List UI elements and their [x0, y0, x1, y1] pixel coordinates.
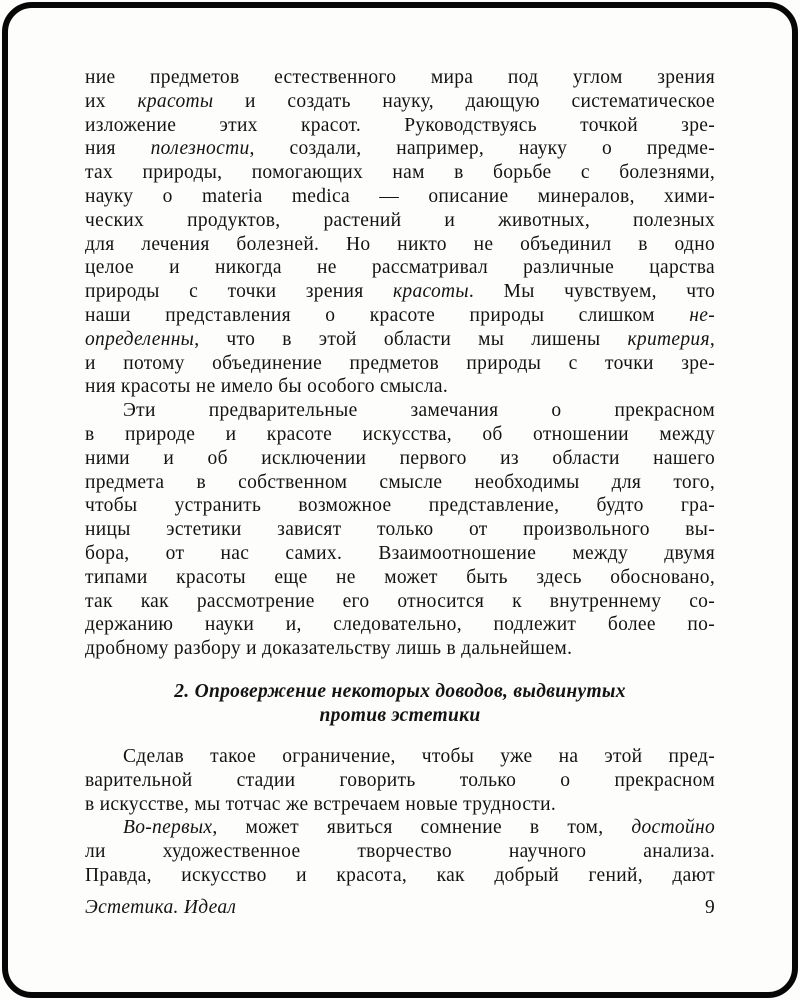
text-run: ния	[85, 138, 151, 160]
text-run: Сделав такое ограничение, чтобы уже на этой пред-	[123, 745, 715, 767]
text-line	[85, 637, 715, 661]
text-run: ли художественное творчество научного анализа.	[85, 841, 715, 863]
heading-line	[85, 680, 715, 704]
text-run: ческих продуктов, растений и животных, полезных	[85, 209, 715, 231]
text-run: предмета в собственном смысле необходимы для того,	[85, 471, 715, 493]
text-run: ние предметов естественного мира под углом зрения	[85, 67, 715, 88]
italic-text: красоты	[392, 281, 469, 303]
text-run: , может явиться сомнение в том,	[212, 817, 632, 839]
text-line	[85, 114, 715, 138]
page-content	[85, 66, 715, 940]
text-run: ними и об исключении первого из области нашего	[85, 447, 715, 469]
text-line	[85, 542, 715, 566]
text-run: целое и никогда не рассматривал различные царства	[85, 257, 715, 279]
text-run: науку о materia medica — описание минералов, хими-	[85, 185, 715, 207]
text-run: бора, от нас самих. Взаимоотношение между двумя	[85, 542, 715, 564]
text-line	[85, 185, 715, 209]
text-line	[85, 280, 715, 304]
text-run: и потому объединение предметов природы с точки зре-	[85, 352, 715, 374]
text-line	[85, 613, 715, 637]
text-run: чтобы устранить возможное представление, будто гра-	[85, 495, 715, 517]
italic-text: Во-первых	[123, 817, 213, 839]
text-run: 2. Опровержение некоторых доводов, выдвинутых	[174, 680, 626, 702]
text-line	[85, 471, 715, 495]
text-line	[85, 447, 715, 471]
running-title: Эстетика. Идеал	[85, 897, 237, 918]
text-run: и создать науку, дающую систематическое	[213, 90, 716, 112]
text-run: их	[85, 90, 138, 112]
text-run: для лечения болезней. Но никто не объединил в одно	[85, 233, 715, 255]
text-run: держанию науки и, следовательно, подлежит более по-	[85, 614, 715, 636]
text-line	[85, 864, 715, 888]
text-line	[85, 233, 715, 257]
text-line	[85, 494, 715, 518]
italic-text: полезности	[150, 138, 250, 160]
text-run: в искусстве, мы тотчас же встречаем новые трудности.	[85, 793, 557, 815]
page-number: 9	[704, 897, 715, 918]
italic-text: критерия	[627, 328, 710, 350]
text-run: тах природы, помогающих нам в борьбе с болезнями,	[85, 162, 715, 184]
text-line	[85, 66, 715, 90]
italic-text: достойно	[631, 817, 715, 839]
text-line	[85, 399, 715, 423]
text-line	[85, 352, 715, 376]
text-line	[85, 375, 715, 399]
paragraph	[85, 66, 715, 399]
text-run: варительной стадии говорить только о прекрасном	[85, 769, 715, 791]
text-line	[85, 816, 715, 840]
italic-text: красоты	[137, 90, 214, 112]
text-run: типами красоты еще не может быть здесь обосновано,	[85, 566, 715, 588]
text-run: дробному разбору и доказательству лишь в дальнейшем.	[85, 638, 573, 660]
text-run: изложение этих красот. Руководствуясь точкой зре-	[85, 114, 715, 136]
paragraph	[85, 399, 715, 661]
text-line	[85, 328, 715, 352]
text-run: наши представления о красоте природы слишком	[85, 304, 690, 326]
text-line	[85, 304, 715, 328]
text-run: Эти предварительные замечания о прекрасном	[123, 400, 715, 422]
text-run: ,	[709, 328, 715, 350]
page-footer	[85, 897, 715, 919]
text-run: природы с точки зрения	[85, 281, 393, 303]
text-run: ницы эстетики зависят только от произвольного вы-	[85, 519, 715, 541]
heading-line	[85, 704, 715, 728]
text-line	[85, 566, 715, 590]
text-line	[85, 745, 715, 769]
text-run: , что в этой области мы лишены	[194, 328, 628, 350]
text-line	[85, 793, 715, 817]
text-line	[85, 590, 715, 614]
section-heading	[85, 680, 715, 728]
text-run: против эстетики	[319, 704, 481, 726]
paragraph	[85, 745, 715, 816]
body-text	[85, 66, 715, 888]
text-run: ния красоты не имело бы особого смысла.	[85, 376, 449, 398]
text-run: Правда, искусство и красота, как добрый гений, дают	[85, 864, 715, 886]
text-run: так как рассмотрение его относится к внутреннему со-	[85, 590, 715, 612]
text-line	[85, 137, 715, 161]
text-line	[85, 90, 715, 114]
text-line	[85, 161, 715, 185]
text-line	[85, 423, 715, 447]
text-line	[85, 209, 715, 233]
text-run: , создали, например, науку о предме-	[249, 138, 715, 160]
paragraph	[85, 816, 715, 887]
text-line	[85, 256, 715, 280]
text-run: . Мы чувствуем, что	[468, 281, 715, 303]
text-line	[85, 840, 715, 864]
italic-text: определенны	[85, 328, 195, 350]
text-line	[85, 769, 715, 793]
text-run: в природе и красоте искусства, об отношении между	[85, 423, 715, 445]
text-line	[85, 518, 715, 542]
italic-text: не-	[689, 304, 715, 326]
